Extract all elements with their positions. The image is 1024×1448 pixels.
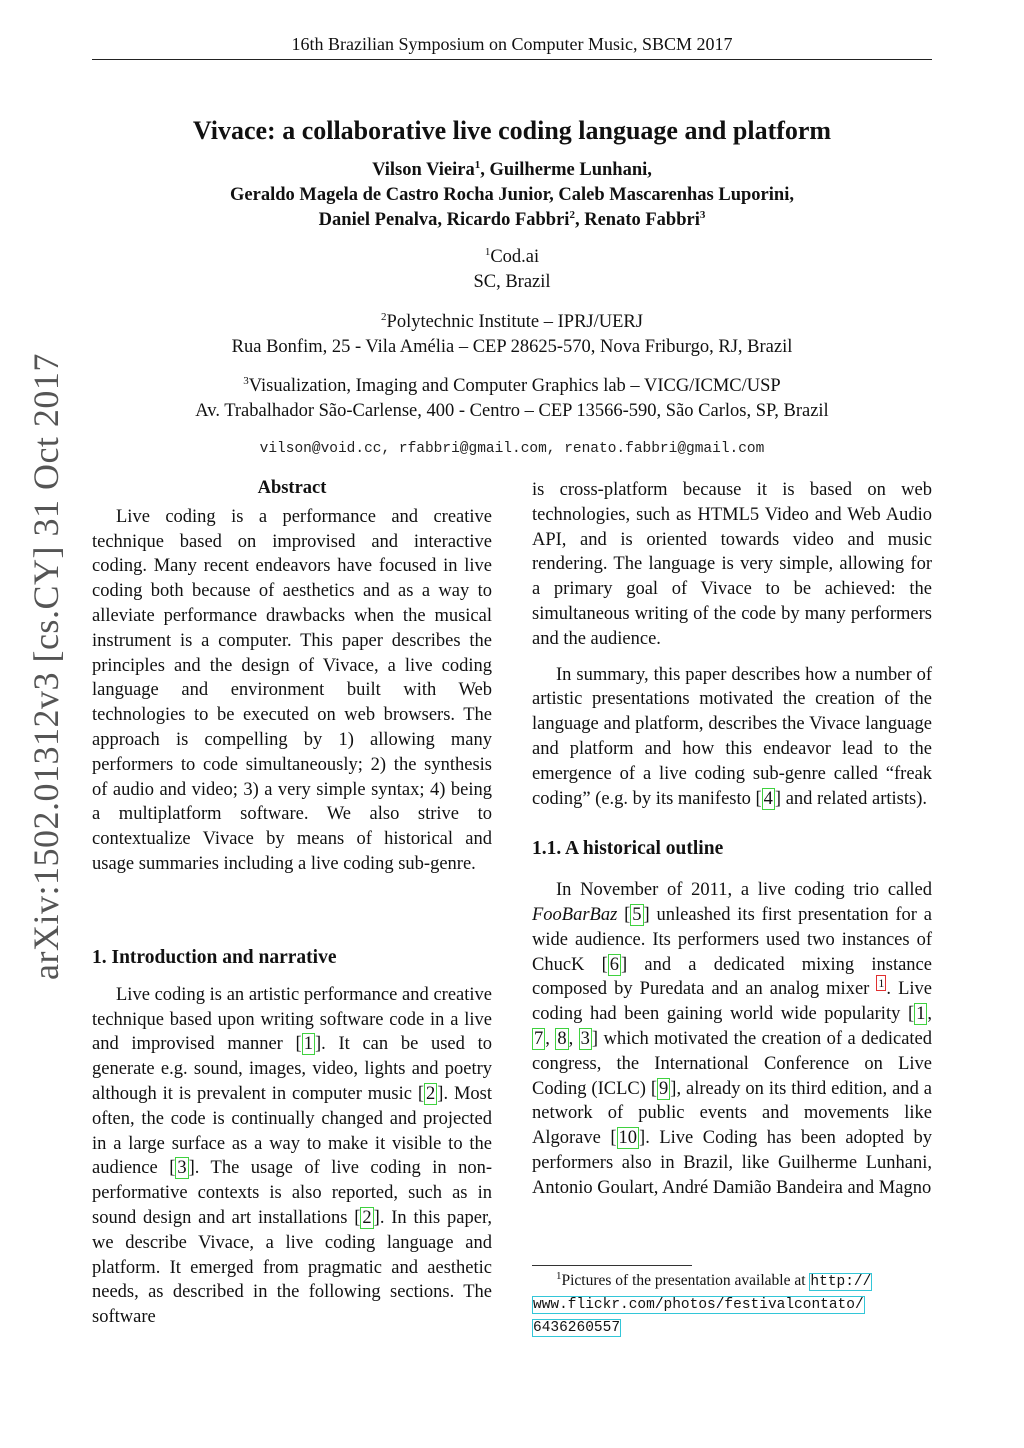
section-heading: 1. Introduction and narrative [92, 947, 337, 968]
paper-title: Vivace: a collaborative live coding language and platform [192, 116, 832, 145]
citation-link[interactable]: 3 [580, 1028, 590, 1049]
author-line: Geraldo Magela de Castro Rocha Junior, Caleb Mascarenhas Luporini, [230, 185, 794, 205]
abstract-text: Live coding is a performance and creative technique based on improvised and interactive coding. Many recent endeavors have focused in live coding both because of aesthetics and as a way to alleviate performance drawbacks when the musical instrument is a computer. This paper describes the principles and the design of Vivace, a live coding language and environment built with Web technologies to be executed on web browsers. The approach is compelling by 1) allowing many performers to code simultaneously; 2) the synthesis of audio and video; 3) a very simple syntax; 4) being a multiplatform software. We also strive to contextualize Vivace by means of historical and usage summaries including a live coding sub-genre. [92, 506, 492, 874]
citation-link[interactable]: 5 [632, 904, 642, 925]
intro-paragraph: Live coding is an artistic performance and creative technique based upon writing software code in a live and improvised manner [ 1 ]. It can be used to generate e.g. sound, images, video, lights and poetry although it is prevalent in computer music [ 2 ]. Most often, the code is continually changed and projected in a large surface as a way to make it visible to the audience [ 3 ]. The usage of live coding in non-performative contexts is also reported, such as in sound design and art installations [ 2 ]. In this paper, we describe Vivace, a live coding language and platform. It emerged from pragmatic and aesthetic needs, as described in the following sections. The software [92, 984, 492, 1328]
affil-mark: 2 [569, 208, 575, 221]
footnote-link[interactable]: 1 [878, 976, 885, 991]
author-name: Daniel Penalva, Ricardo Fabbri [318, 210, 570, 230]
affil-mark: 1 [484, 245, 491, 258]
affiliation-1 [92, 245, 932, 295]
intro-section [92, 946, 492, 1330]
footnote-url[interactable]: www.flickr.com/photos/festivalcontato/ [533, 1297, 864, 1313]
abstract-heading: Abstract [257, 478, 327, 498]
affil-line: Av. Trabalhador São-Carlense, 400 - Centro – CEP 13566-590, São Carlos, SP, Brazil [195, 401, 829, 421]
footnote-rule [532, 1265, 692, 1266]
footnote-text: Pictures of the presentation available at [561, 1272, 810, 1289]
affil-line: SC, Brazil [473, 272, 551, 292]
paragraph: In November of 2011, a live coding trio called FooBarBaz [ 5 ] unleashed its first presentation for a wide audience. Its performers used two instances of ChucK [ 6 ] and a dedicated mixing instance composed by Puredata and an analog mixer $^1$ . Live coding had been gaining world wide popularity [ 1 , 7 , 8 , 3 ] which motivated the creation of a dedicated congress, the International Conference on Live Coding (ICLC) [ 9 ], already on its third edition, and a network of public events and movements like Algorave [ 10 ]. Live Coding has been adopted by performers also in Brazil, like Guilherme Lunhani, Antonio Goulart, André Damião Bandeira and Magno [532, 880, 933, 1198]
citation-link[interactable]: 7 [534, 1028, 544, 1049]
citation-link[interactable]: 1 [916, 1004, 926, 1025]
author-emails: vilson@void.cc, rfabbri@gmail.com, renato.fabbri@gmail.com [259, 441, 765, 457]
affiliation-3 [92, 374, 932, 424]
affiliation-2 [92, 310, 932, 360]
citation-link[interactable]: 4 [763, 788, 773, 809]
footnote-url[interactable]: http:// [810, 1274, 872, 1290]
footnote-url[interactable]: 6436260557 [533, 1320, 621, 1336]
citation-link[interactable]: 10 [618, 1128, 638, 1149]
citation-link[interactable]: 2 [362, 1207, 372, 1228]
affil-mark: 1 [474, 158, 481, 171]
affil-line: Cod.ai [490, 247, 540, 267]
citation-link[interactable]: 8 [557, 1028, 567, 1049]
running-header: 16th Brazilian Symposium on Computer Music, SBCM 2017 [291, 34, 733, 54]
header-rule [92, 59, 932, 60]
footnote-mark: 1 [556, 1269, 562, 1282]
right-column [532, 478, 932, 1201]
paragraph: In summary, this paper describes how a number of artistic presentations motivated the creation of the language and platform, describes the Vivace language and platform and how this endeavor lead to the emergence of a live coding sub-genre called “freak coding” (e.g. by its manifesto [ 4 ] and related artists). [532, 664, 932, 809]
affil-line: Rua Bonfim, 25 - Vila Amélia – CEP 28625-570, Nova Friburgo, RJ, Brazil [231, 337, 793, 357]
author-name: , Guilherme Lunhani, [480, 160, 652, 180]
citation-link[interactable]: 1 [303, 1034, 313, 1055]
citation-link[interactable]: 2 [426, 1083, 436, 1104]
citation-link[interactable]: 9 [659, 1078, 669, 1099]
subsection-heading: 1.1. A historical outline [532, 838, 724, 860]
affil-mark: 2 [381, 310, 387, 323]
paragraph: is cross-platform because it is based on web technologies, such as HTML5 Video and Web Audio API, and is oriented towards video and music rendering. The language is very simple, allowing for a primary goal of Vivace to be achieved: the simultaneous writing of the code by many performers and the audience. [532, 480, 932, 649]
citation-link[interactable]: 6 [609, 954, 620, 975]
affil-mark: 3 [699, 208, 706, 221]
affil-mark: 3 [243, 374, 249, 387]
affil-line: Polytechnic Institute – IPRJ/UERJ [386, 312, 643, 332]
affil-line: Visualization, Imaging and Computer Graphics lab – VICG/ICMC/USP [248, 376, 781, 396]
arxiv-stamp: arXiv:1502.01312v3 [cs.CY] 31 Oct 2017 [26, 353, 66, 980]
author-name: , Renato Fabbri [574, 210, 700, 230]
footnote [532, 1270, 932, 1339]
author-list [92, 158, 932, 233]
citation-link[interactable]: 3 [177, 1158, 187, 1179]
abstract-block [92, 476, 492, 877]
author-name: Vilson Vieira [372, 160, 475, 180]
